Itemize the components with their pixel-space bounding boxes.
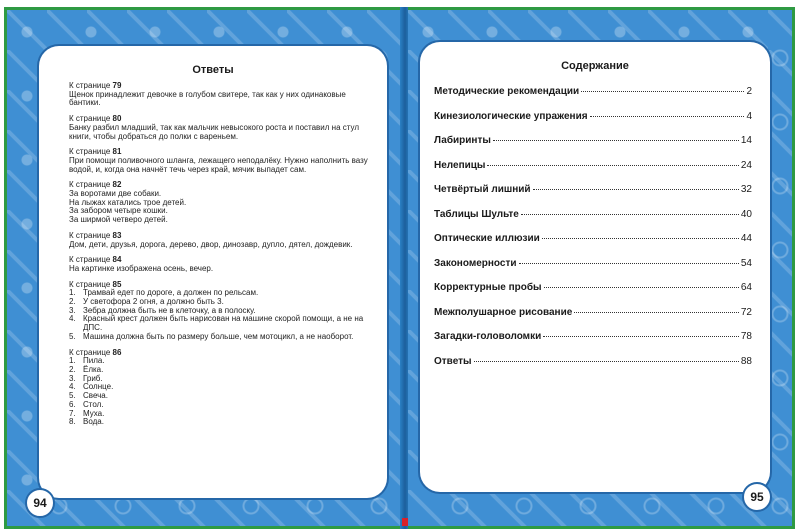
list-item-text: Красный крест должен быть нарисован на машине скорой помощи, а не на ДПС. (83, 314, 364, 333)
list-item (69, 401, 369, 410)
left-page (4, 7, 405, 529)
table-of-contents (434, 86, 752, 380)
answer-page-number: 82 (112, 180, 122, 190)
toc-entry-page: 64 (740, 282, 752, 293)
answer-block (69, 115, 369, 141)
list-item (69, 375, 369, 384)
toc-entry[interactable] (434, 86, 752, 111)
toc-entry[interactable] (434, 307, 752, 332)
toc-dot-leader (574, 312, 739, 313)
toc-entry-title: Таблицы Шульте (434, 208, 519, 220)
answers-card (39, 46, 387, 498)
list-item-number: 2. (69, 364, 76, 374)
list-item (69, 392, 369, 401)
contents-card (420, 42, 770, 492)
toc-entry-page: 44 (740, 233, 752, 244)
toc-dot-leader (474, 361, 739, 362)
answer-block (69, 181, 369, 225)
list-item-text: Солнце. (83, 382, 114, 392)
answer-numbered-list (69, 357, 369, 427)
answer-page-number: 84 (112, 255, 122, 265)
toc-entry[interactable] (434, 111, 752, 136)
toc-entry-page: 40 (740, 208, 752, 220)
answer-heading-label: К странице (69, 147, 113, 157)
list-item-text: Свеча. (83, 391, 108, 401)
list-item-number: 2. (69, 297, 76, 307)
list-item (69, 410, 369, 419)
toc-entry[interactable] (434, 209, 752, 234)
answer-heading-label: К странице (69, 114, 113, 124)
answer-block (69, 281, 369, 342)
list-item-text: Пила. (83, 356, 105, 366)
answer-text: При помощи поливочного шланга, лежащего неподалёку. Нужно наполнить вазу водой, и, когда она начнёт течь через край, мячик выпадет сам. (69, 155, 368, 174)
answers-list (69, 82, 369, 434)
toc-entry-title: Межполушарное рисование (434, 306, 573, 318)
toc-entry-title: Закономерности (434, 257, 517, 269)
list-item (69, 366, 369, 375)
list-item-text: Ёлка. (83, 364, 104, 374)
toc-dot-leader (521, 214, 739, 215)
toc-entry-page: 24 (740, 159, 752, 171)
list-item-number: 4. (69, 314, 76, 324)
list-item-text: Трамвай едет по дороге, а должен по рельсам. (83, 288, 259, 298)
toc-entry[interactable] (434, 282, 752, 307)
answer-block (69, 232, 369, 249)
toc-entry-page: 72 (740, 306, 752, 318)
answer-page-number: 83 (112, 230, 122, 240)
answer-heading-label: К странице (69, 230, 113, 240)
toc-entry-title: Оптические иллюзии (434, 233, 540, 244)
list-item-text: Зебра должна быть не в клеточку, а в полоску. (83, 305, 256, 315)
toc-entry[interactable] (434, 135, 752, 160)
answer-heading-label: К странице (69, 347, 113, 357)
answer-text: Дом, дети, друзья, дорога, дерево, двор, динозавр, дупло, дятел, дождевик. (69, 239, 353, 249)
answer-text: Банку разбил младший, так как мальчик невысокого роста и поставил на стул книги, чтобы добраться до полки с вареньем. (69, 122, 359, 141)
toc-entry-title: Лабиринты (434, 135, 491, 146)
answer-text: Щенок принадлежит девочке в голубом свитере, так как у них одинаковые бантики. (69, 89, 346, 108)
toc-dot-leader (544, 287, 739, 288)
list-item-number: 1. (69, 288, 76, 298)
toc-dot-leader (533, 189, 739, 190)
answer-page-number: 85 (112, 279, 122, 289)
list-item-number: 5. (69, 391, 76, 401)
list-item-text: Вода. (83, 417, 104, 427)
list-item-number: 8. (69, 417, 76, 427)
list-item-number: 3. (69, 373, 76, 383)
list-item-number: 6. (69, 399, 76, 409)
answer-line: За воротами две собаки. (69, 189, 162, 199)
toc-entry-page: 14 (740, 135, 752, 146)
page-number-right: 95 (742, 482, 772, 512)
toc-dot-leader (543, 336, 739, 337)
page-number-left: 94 (25, 488, 55, 518)
answer-heading-label: К странице (69, 180, 113, 190)
answer-block (69, 349, 369, 427)
answer-heading (69, 349, 369, 358)
list-item-text: Машина должна быть по размеру больше, чем мотоцикл, а не наоборот. (83, 331, 354, 341)
toc-dot-leader (487, 165, 738, 166)
answer-block (69, 148, 369, 174)
list-item (69, 315, 369, 332)
list-item-text: Муха. (83, 408, 105, 418)
answer-page-number: 81 (112, 147, 122, 157)
toc-entry-title: Методические рекомендации (434, 86, 580, 97)
answer-heading-label: К странице (69, 255, 113, 265)
list-item-number: 4. (69, 382, 76, 392)
toc-entry-page: 54 (740, 257, 752, 269)
list-item-number: 1. (69, 356, 76, 366)
toc-entry-title: Загадки-головоломки (434, 331, 542, 342)
toc-entry-title: Четвёртый лишний (434, 184, 531, 195)
toc-entry[interactable] (434, 233, 752, 258)
list-item (69, 333, 369, 342)
answer-page-number: 86 (112, 347, 122, 357)
toc-entry[interactable] (434, 258, 752, 283)
answer-line: На лыжах катались трое детей. (69, 197, 187, 207)
toc-entry[interactable] (434, 356, 752, 381)
toc-entry-page: 2 (746, 86, 752, 97)
toc-entry[interactable] (434, 160, 752, 185)
answers-title: Ответы (192, 64, 234, 76)
answer-block (69, 82, 369, 108)
list-item-number: 5. (69, 331, 76, 341)
list-item-text: У светофора 2 огня, а должно быть 3. (83, 297, 224, 307)
list-item-text: Стол. (83, 399, 104, 409)
list-item (69, 383, 369, 392)
toc-dot-leader (590, 116, 745, 117)
toc-entry-title: Нелепицы (434, 159, 486, 171)
toc-entry[interactable] (434, 184, 752, 209)
list-item-number: 3. (69, 305, 76, 315)
answer-numbered-list (69, 289, 369, 341)
answer-block (69, 256, 369, 273)
contents-title: Содержание (561, 60, 629, 72)
answer-page-number: 79 (112, 81, 122, 90)
answer-page-number: 80 (112, 114, 122, 124)
list-item-number: 7. (69, 408, 76, 418)
list-item-text: Гриб. (83, 373, 103, 383)
answer-heading-label: К странице (69, 279, 113, 289)
toc-entry-page: 32 (740, 184, 752, 195)
toc-entry-page: 78 (740, 331, 752, 342)
list-item (69, 418, 369, 427)
toc-entry[interactable] (434, 331, 752, 356)
toc-entry-title: Ответы (434, 355, 472, 367)
answer-line: За забором четыре кошки. (69, 206, 168, 216)
toc-entry-title: Кинезиологические упражения (434, 110, 588, 122)
answer-line: За ширмой четверо детей. (69, 215, 168, 225)
toc-entry-page: 88 (740, 355, 752, 367)
toc-entry-page: 4 (746, 110, 752, 122)
toc-dot-leader (542, 238, 739, 239)
toc-dot-leader (581, 91, 744, 92)
list-item (69, 357, 369, 366)
toc-dot-leader (493, 140, 739, 141)
answer-heading-label: К странице (69, 81, 113, 90)
toc-dot-leader (519, 263, 739, 264)
right-page (408, 7, 795, 529)
toc-entry-title: Корректурные пробы (434, 282, 542, 293)
answer-text: На картинке изображена осень, вечер. (69, 263, 214, 273)
